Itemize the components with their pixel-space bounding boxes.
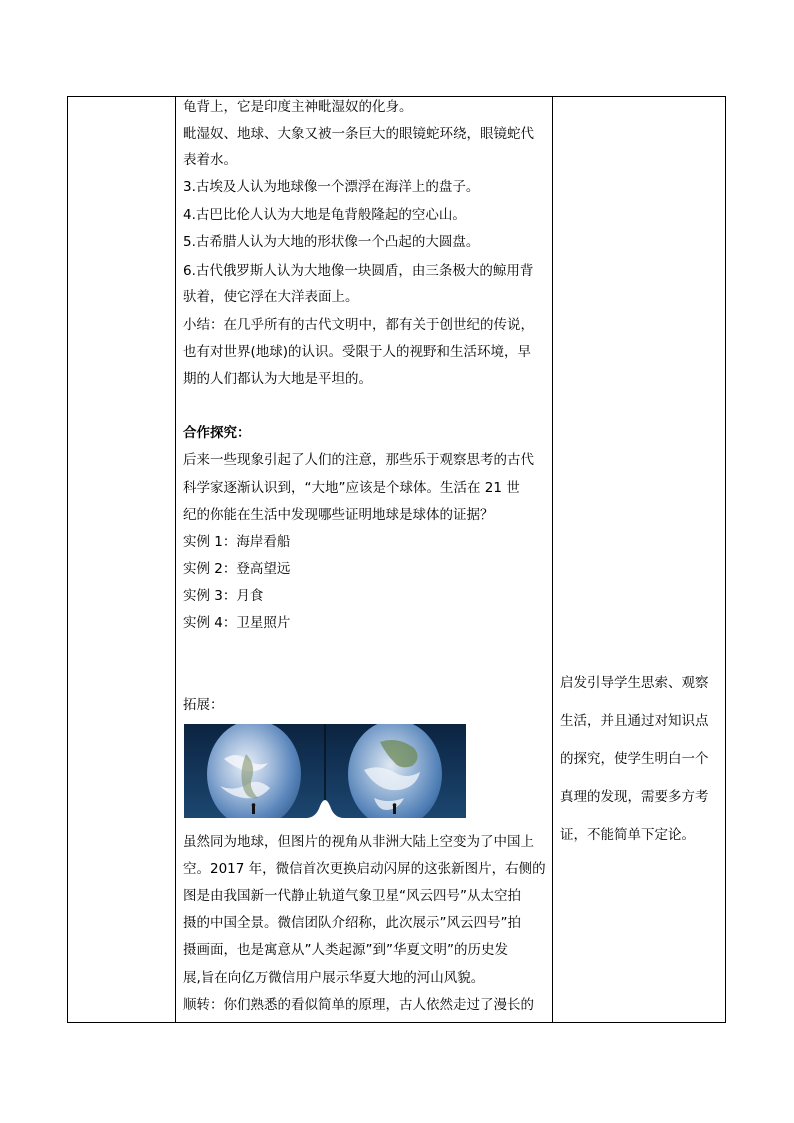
intent-line: 的探究，使学生明白一个	[560, 751, 709, 767]
text-line: 表着水。	[183, 152, 237, 168]
example-item: 实例 2：登高望远	[183, 561, 291, 577]
example-item: 实例 1：海岸看船	[183, 534, 291, 550]
text-line: 毗湿奴、地球、大象又被一条巨大的眼镜蛇环绕，眼镜蛇代	[183, 126, 534, 142]
cooperative-heading: 合作探究：	[183, 425, 251, 441]
intent-line: 生活，并且通过对知识点	[560, 713, 709, 729]
design-intent-column	[556, 97, 722, 1022]
extension-line: 展,旨在向亿万微信用户展示华夏大地的河山风貌。	[183, 970, 485, 986]
content-column	[180, 97, 550, 1022]
cooperative-line: 纪的你能在生活中发现哪些证明地球是球体的证据？	[183, 507, 494, 523]
cooperative-line: 科学家逐渐认识到，“大地”应该是个球体。生活在 21 世	[183, 480, 520, 496]
extension-line: 摄画面，也是寓意从”人类起源”到”华夏文明”的历史发	[183, 942, 508, 958]
intent-line: 真理的发现，需要多方考	[560, 789, 709, 805]
text-line: 4.古巴比伦人认为大地是龟背般隆起的空心山。	[183, 207, 466, 223]
intent-line: 启发引导学生思索、观察	[560, 675, 709, 691]
text-line: 驮着，使它浮在大洋表面上。	[183, 289, 359, 305]
cooperative-line: 后来一些现象引起了人们的注意，那些乐于观察思考的古代	[183, 452, 534, 468]
extension-heading: 拓展：	[183, 697, 224, 713]
summary-line: 小结：在几乎所有的古代文明中，都有关于创世纪的传说，	[183, 317, 534, 333]
text-line: 3.古埃及人认为地球像一个漂浮在海洋上的盘子。	[183, 179, 480, 195]
example-item: 实例 4：卫星照片	[183, 615, 291, 631]
column-divider-right	[552, 97, 553, 1022]
intent-line: 证，不能简单下定论。	[560, 827, 695, 843]
text-line: 6.古代俄罗斯人认为大地像一块圆盾，由三条极大的鲸用背	[183, 263, 534, 279]
extension-line: 空。2017 年，微信首次更换启动闪屏的这张新图片，右侧的	[183, 861, 546, 877]
extension-line: 图是由我国新一代静止轨道气象卫星“风云四号”从太空拍	[183, 888, 521, 904]
text-line: 5.古希腊人认为大地的形状像一个凸起的大圆盘。	[183, 234, 480, 250]
earth-photo-icon	[184, 724, 466, 830]
lesson-table	[67, 96, 726, 1023]
summary-line: 也有对世界(地球)的认识。受限于人的视野和生活环境，早	[183, 344, 532, 360]
text-line: 龟背上，它是印度主神毗湿奴的化身。	[183, 99, 413, 115]
transition-line: 顺转：你们熟悉的看似简单的原理，古人依然走过了漫长的	[183, 997, 534, 1013]
extension-line: 虽然同为地球，但图片的视角从非洲大陆上空变为了中国上	[183, 834, 534, 850]
example-item: 实例 3：月食	[183, 588, 264, 604]
summary-line: 期的人们都认为大地是平坦的。	[183, 371, 372, 387]
extension-line: 摄的中国全景。微信团队介绍称，此次展示”风云四号”拍	[183, 915, 521, 931]
column-divider-left	[175, 97, 176, 1022]
